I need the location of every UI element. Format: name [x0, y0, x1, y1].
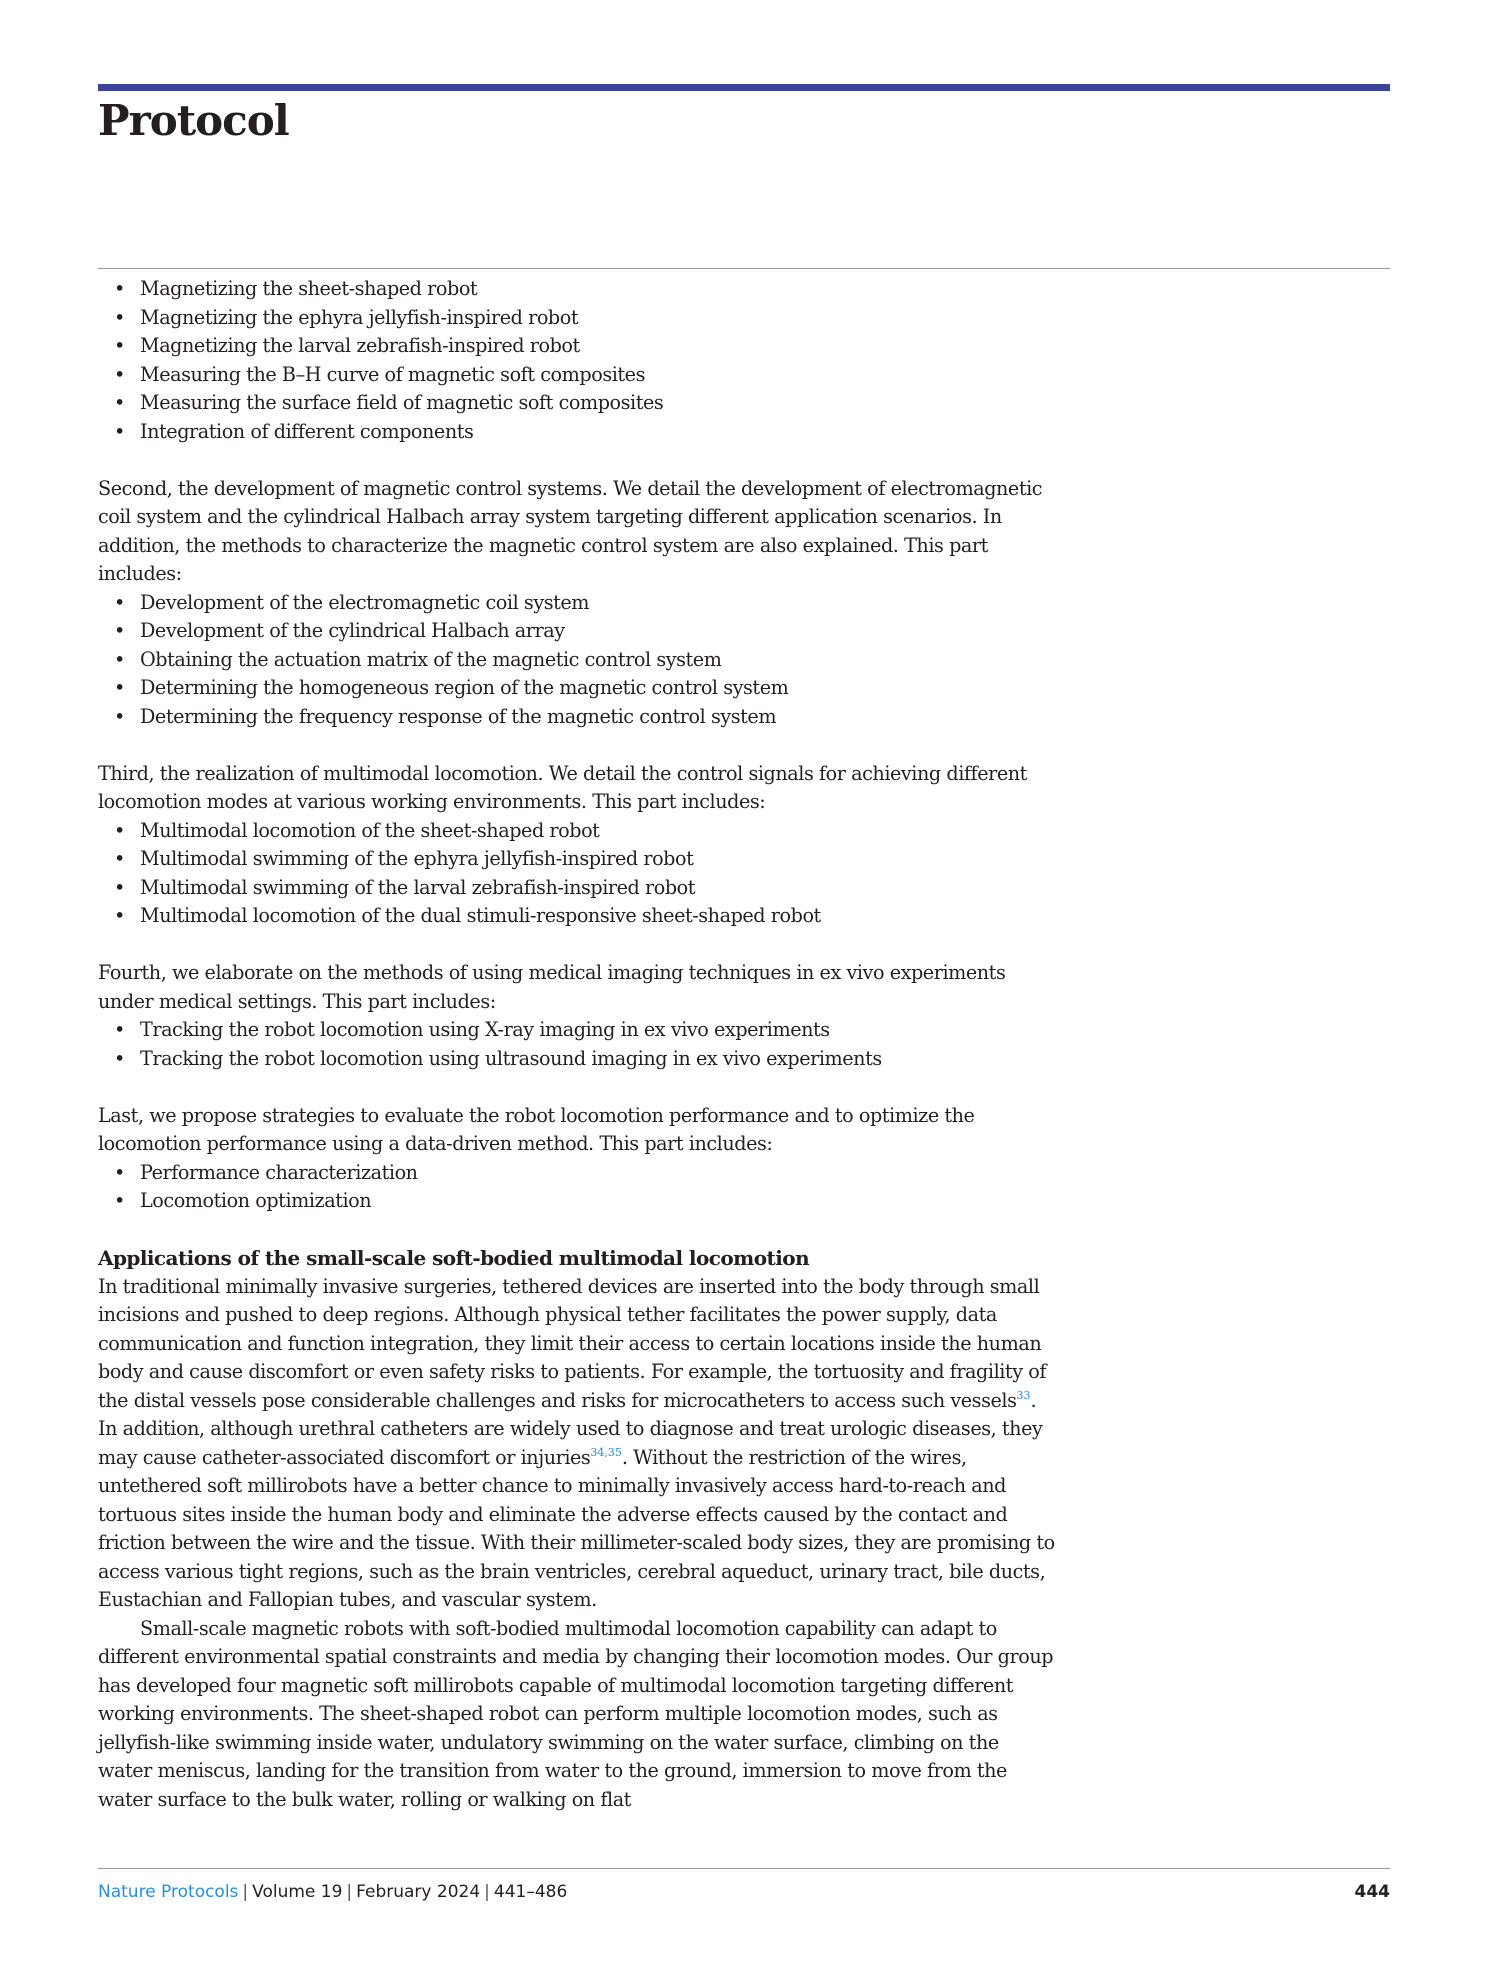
citation-link[interactable]: 33 [1016, 1388, 1031, 1402]
paragraph-locomotion: Third, the realization of multimodal locomotion. We detail the control signals for achieving different locomotion modes at various working environments. This part includes: [98, 761, 1027, 813]
issue-date: February 2024 [356, 1882, 481, 1902]
paragraph-control-systems: Second, the development of magnetic control systems. We detail the development of electromagnetic coil system and the cylindrical Halbach array system targeting different application scenarios. In addition, the methods to characterize the magnetic control system are also explained. This part includes: [98, 476, 1043, 585]
volume: Volume 19 [252, 1882, 343, 1902]
paragraph-imaging: Fourth, we elaborate on the methods of using medical imaging techniques in ex vivo experiments under medical settings. This part includes: [98, 961, 1006, 1013]
bullet-list-control-systems [98, 589, 1058, 732]
list-item: • Magnetizing the larval zebrafish-inspired robot [114, 334, 580, 357]
header-rule [98, 268, 1390, 269]
list-item: • Measuring the surface field of magnetic soft composites [114, 391, 664, 414]
list-item: • Multimodal locomotion of the dual stimuli-responsive sheet-shaped robot [114, 904, 821, 927]
paragraph-evaluation: Last, we propose strategies to evaluate the robot locomotion performance and to optimize the locomotion performance using a data-driven method. This part includes: [98, 1103, 975, 1155]
list-item: • Determining the frequency response of the magnetic control system [114, 704, 777, 728]
bullet-list-materials [98, 275, 1058, 446]
page-footer: Nature Protocols | Volume 19 | February 2024 | 441–486 444 [98, 1882, 1390, 1902]
list-item: • Magnetizing the ephyra jellyfish-inspired robot [114, 305, 579, 329]
list-item: • Performance characterization [114, 1160, 418, 1184]
citation-link[interactable]: 34,35 [590, 1445, 622, 1459]
list-item: • Tracking the robot locomotion using ultrasound imaging in ex vivo experiments [114, 1046, 882, 1070]
list-item: • Multimodal locomotion of the sheet-shaped robot [114, 818, 600, 842]
list-item: • Development of the electromagnetic coil system [114, 590, 590, 614]
paragraph-applications-1: In traditional minimally invasive surgeries, tethered devices are inserted into the body through small incisions and pushed to deep regions. Although physical tether facilitates the power supply, data communication and function integration, they limit their access to certain locations inside the human body and cause discomfort or even safety risks to patients. For example, the tortuosity and fragility of the distal vessels pose considerable challenges and risks for microcatheters to access such vessels$^{33}$. In addition, although urethral catheters are widely used to diagnose and treat urologic diseases, they may cause catheter-associated discomfort or injuries$^{34,35}$. Without the restriction of the wires, untethered soft millirobots have a better chance to minimally invasively access hard-to-reach and tortuous sites inside the human body and eliminate the adverse effects caused by the contact and friction between the wire and the tissue. With their millimeter-scaled body sizes, they are promising to access various tight regions, such as the brain ventricles, cerebral aqueduct, urinary tract, bile ducts, Eustachian and Fallopian tubes, and vascular system. [98, 1274, 1055, 1611]
page-number: 444 [1354, 1882, 1390, 1902]
journal-name[interactable]: Nature Protocols [98, 1882, 239, 1902]
list-item: • Measuring the B–H curve of magnetic soft composites [114, 362, 645, 386]
bullet-list-evaluation [98, 1159, 1058, 1216]
list-item: • Development of the cylindrical Halbach array [114, 619, 565, 642]
list-item: • Magnetizing the sheet-shaped robot [114, 277, 478, 300]
bullet-list-imaging [98, 1016, 1058, 1073]
header-accent-bar [98, 84, 1390, 91]
paragraph-applications-2: Small-scale magnetic robots with soft-bodied multimodal locomotion capability can adapt to different environmental spatial constraints and media by changing their locomotion modes. Our group has developed four magnetic soft millirobots capable of multimodal locomotion targeting different working environments. The sheet-shaped robot can perform multiple locomotion modes, such as jellyfish-like swimming inside water, undulatory swimming on the water surface, climbing on the water meniscus, landing for the transition from water to the ground, immersion to move from the water surface to the bulk water, rolling or walking on flat [98, 1616, 1054, 1811]
page-range: 441–486 [493, 1882, 568, 1902]
list-item: • Multimodal swimming of the larval zebrafish-inspired robot [114, 875, 696, 899]
list-item: • Determining the homogeneous region of the magnetic control system [114, 676, 789, 699]
bullet-list-locomotion [98, 817, 1058, 931]
list-item: • Integration of different components [114, 419, 474, 443]
list-item: • Multimodal swimming of the ephyra jellyfish-inspired robot [114, 847, 694, 870]
section-label: Protocol [98, 96, 289, 145]
section-heading-applications: Applications of the small-scale soft-bodied multimodal locomotion [98, 1246, 810, 1270]
list-item: • Tracking the robot locomotion using X-ray imaging in ex vivo experiments [114, 1018, 830, 1041]
footer-rule [98, 1868, 1390, 1869]
article-body [98, 275, 1058, 1814]
list-item: • Obtaining the actuation matrix of the magnetic control system [114, 647, 722, 671]
list-item: • Locomotion optimization [114, 1189, 372, 1212]
